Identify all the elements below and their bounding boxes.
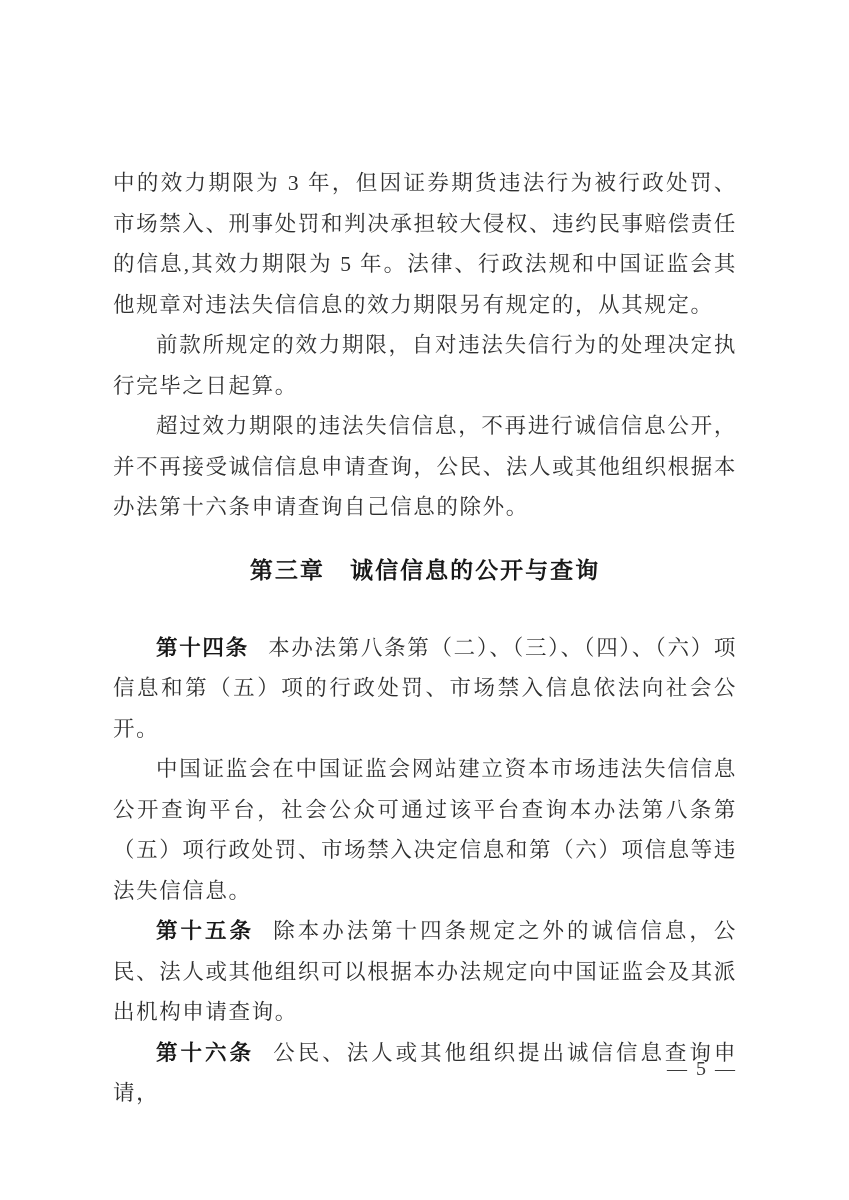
article-text: 除本办法第十四条规定之外的诚信信息，公民、法人或其他组织可以根据本办法规定向中国证监会及其派出机构申请查询。 [113,919,737,1024]
chapter-title: 诚信信息的公开与查询 [350,557,601,583]
text-block [113,163,737,1114]
article-paragraph [113,628,737,750]
paragraph-continuation: 中的效力期限为 3 年，但因证券期货违法行为被行政处罚、市场禁入、刑事处罚和判决承担较大侵权、违约民事赔偿责任的信息,其效力期限为 5 年。法律、行政法规和中国证监会其他规章对违法失信信息的效力期限另有规定的，从其规定。 [113,171,737,317]
article-text: 公民、法人或其他组织提出诚信信息查询申请， [113,1040,737,1105]
chapter-heading [113,550,737,592]
page-number: — 5 — [667,1058,737,1080]
article-number: 第十六条 [156,1040,254,1065]
article-number: 第十五条 [156,919,254,943]
article-paragraph [113,911,737,1033]
paragraph: 前款所规定的效力期限，自对违法失信行为的处理决定执行完毕之日起算。 [113,333,737,398]
article-text: 本办法第八条第（二）、（三）、（四）、（六）项信息和第（五）项的行政处罚、市场禁入信息依法向社会公开。 [113,635,737,741]
paragraph: 超过效力期限的违法失信信息，不再进行诚信信息公开，并不再接受诚信信息申请查询，公民、法人或其他组织根据本办法第十六条申请查询自己信息的除外。 [113,414,737,519]
chapter-number: 第三章 [249,557,325,583]
paragraph: 中国证监会在中国证监会网站建立资本市场违法失信信息公开查询平台，社会公众可通过该平台查询本办法第八条第（五）项行政处罚、市场禁入决定信息和第（六）项信息等违法失信信息。 [113,757,737,903]
article-number: 第十四条 [156,635,249,660]
article-paragraph [113,1033,737,1114]
